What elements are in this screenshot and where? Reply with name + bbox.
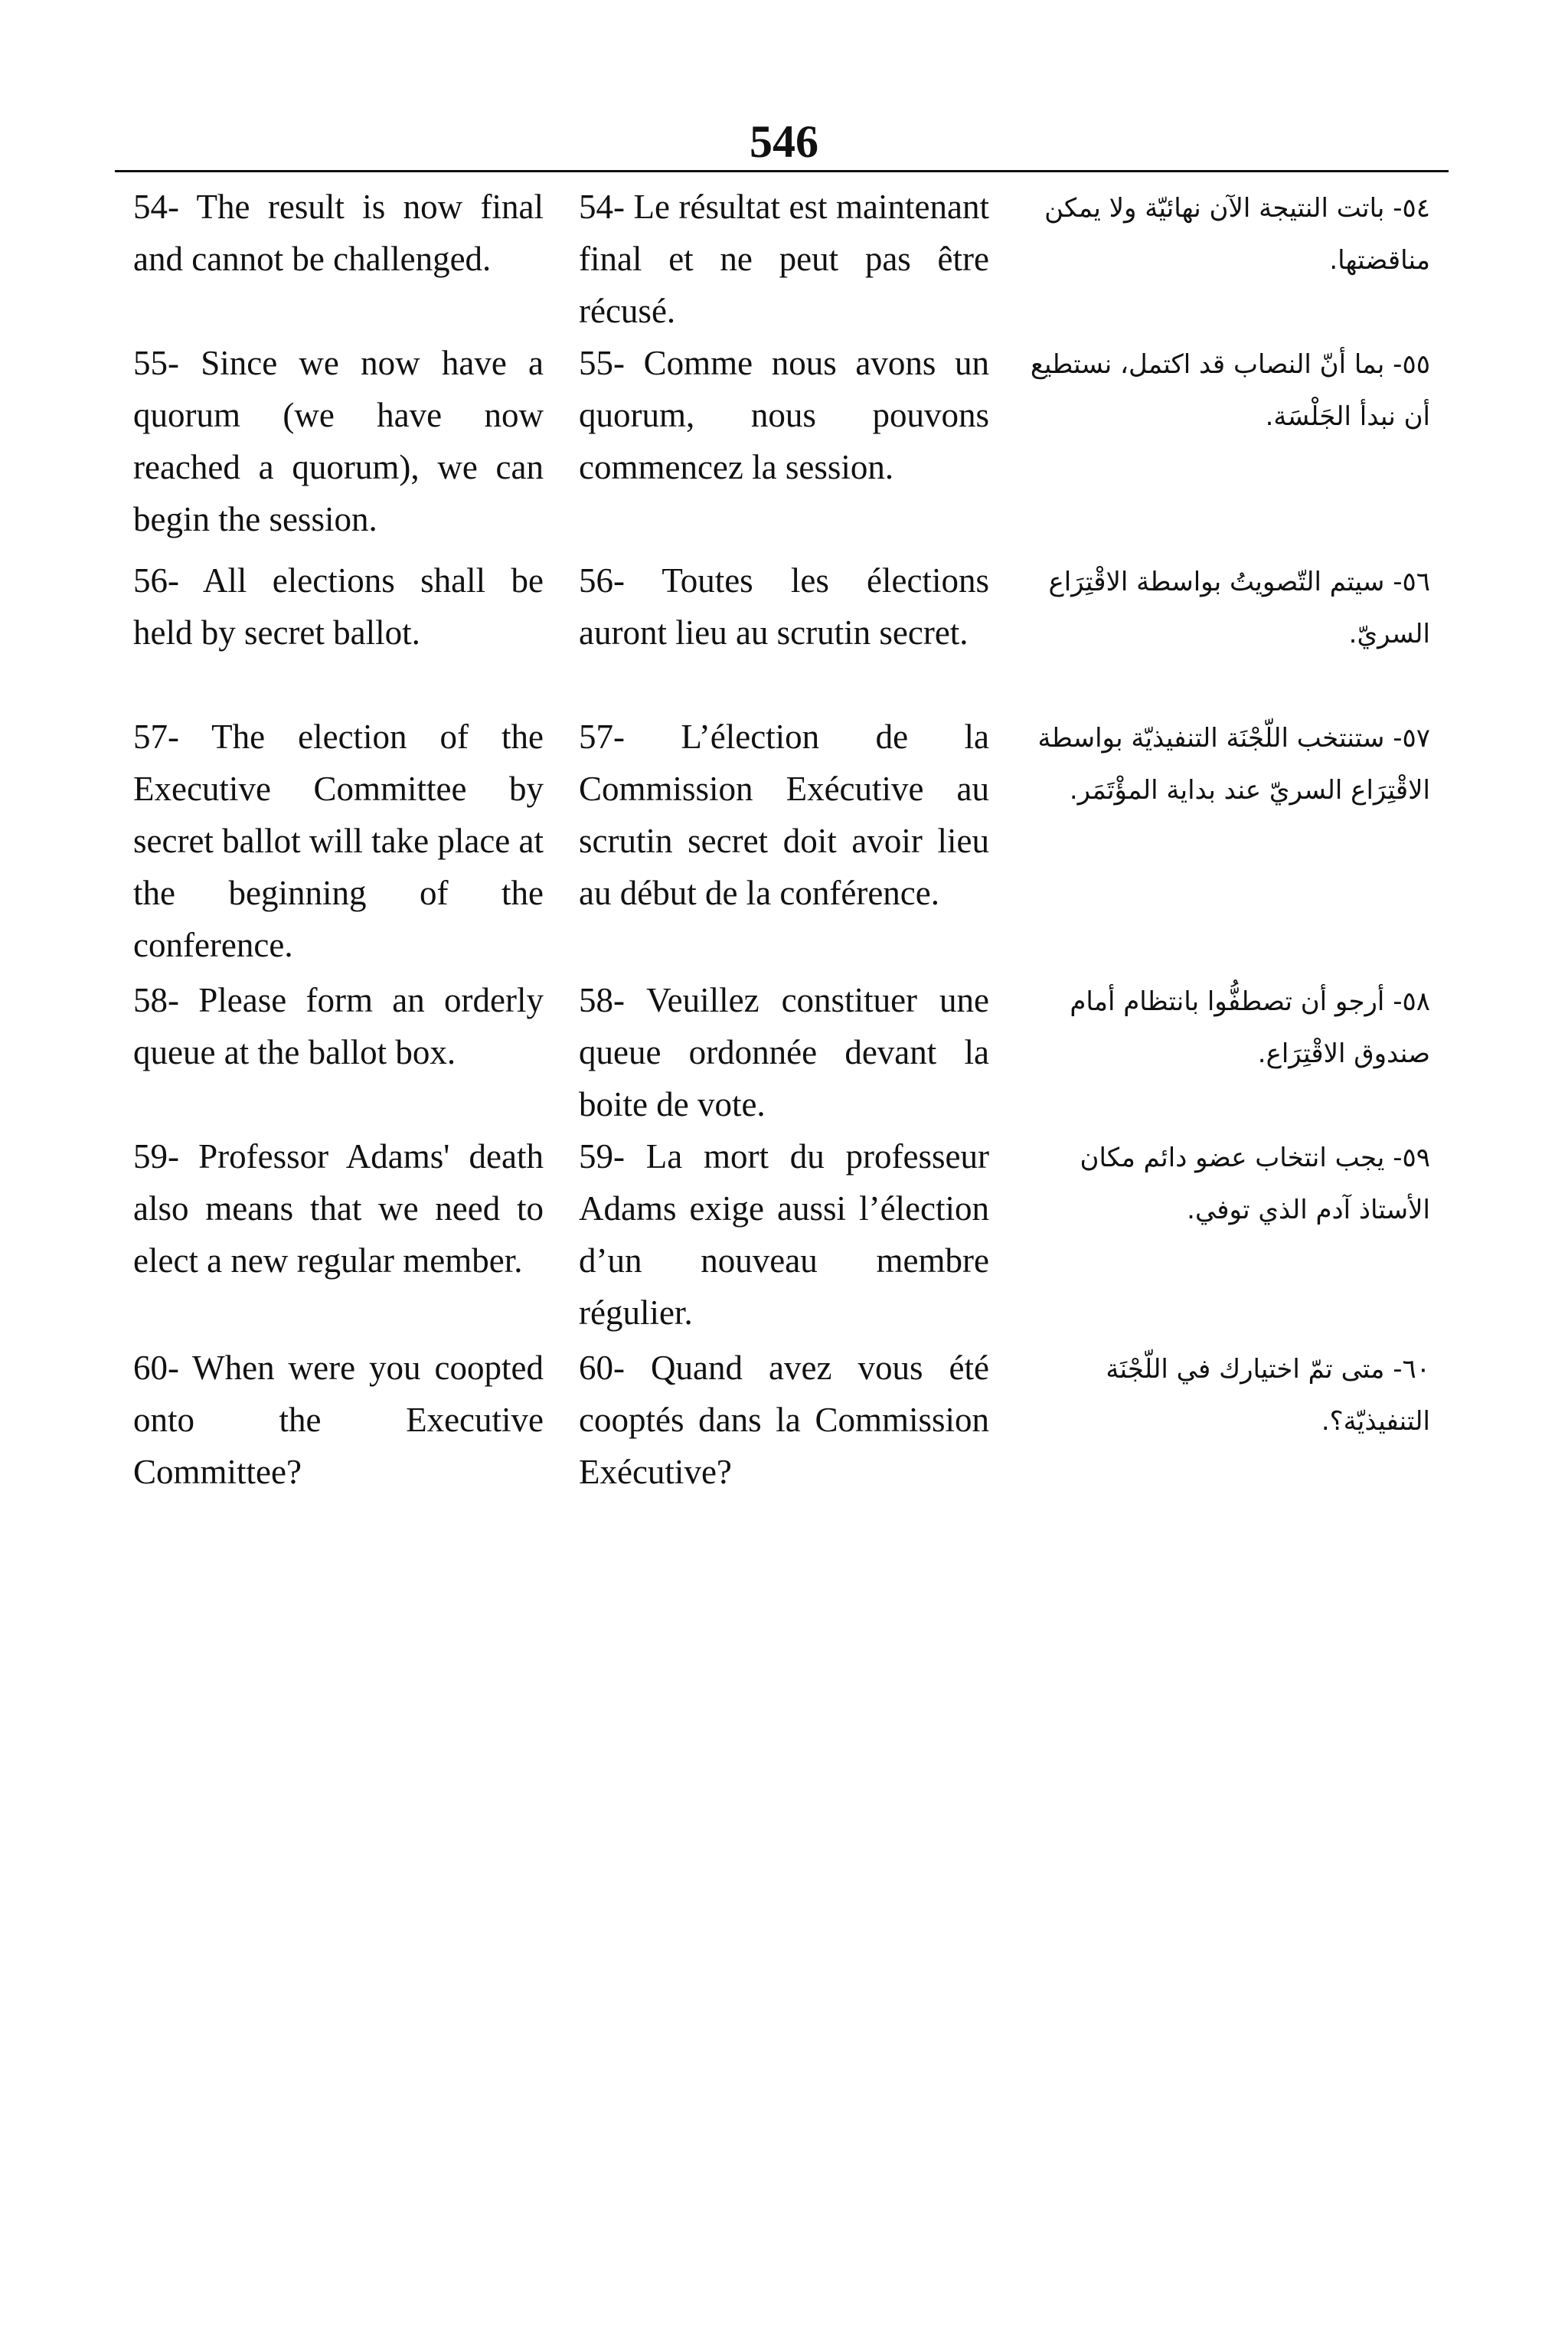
english-text: 57- The election of the Executive Committee by secret ballot will take place at the beginning of the conference. <box>133 718 544 964</box>
entry-row <box>0 181 1568 337</box>
french-text: 59- La mort du professeur Adams exige aussi l’élection d’un nouveau membre régulier. <box>579 1137 989 1332</box>
english-text: 56- All elections shall be held by secret ballot. <box>133 561 544 652</box>
entry-row <box>0 554 1568 711</box>
english-text: 60- When were you coopted onto the Executive Committee? <box>133 1349 544 1491</box>
entry-row <box>0 1130 1568 1342</box>
english-text: 55- Since we now have a quorum (we have now reached a quorum), we can begin the session. <box>133 344 544 538</box>
glossary-table <box>0 181 1568 1498</box>
french-text: 57- L’élection de la Commission Exécutive au scrutin secret doit avoir lieu au début de la conférence. <box>579 718 989 912</box>
arabic-text: ٥٨- أرجو أن تصطفُّوا بانتظام أمام صندوق الاقْتِرَاع. <box>1070 986 1430 1069</box>
arabic-text: ٥٥- بما أنّ النصاب قد اكتمل، نستطيع أن نبدأ الجَلْسَة. <box>1030 349 1430 432</box>
french-text: 54- Le résultat est maintenant final et ne peut pas être récusé. <box>579 188 989 330</box>
arabic-text: ٦٠- متى تمّ اختيارك في اللّجْنَة التنفيذيّة؟. <box>1106 1354 1430 1437</box>
french-text: 56- Toutes les élections auront lieu au scrutin secret. <box>579 561 989 652</box>
header-rule <box>115 170 1449 172</box>
arabic-text: ٥٤- باتت النتيجة الآن نهائيّة ولا يمكن مناقضتها. <box>1044 193 1430 276</box>
english-text: 54- The result is now final and cannot be challenged. <box>133 188 544 278</box>
arabic-text: ٥٩- يجب انتخاب عضو دائم مكان الأستاذ آدم الذي توفي. <box>1080 1143 1430 1225</box>
entry-row <box>0 711 1568 974</box>
french-text: 60- Quand avez vous été cooptés dans la Commission Exécutive? <box>579 1349 989 1491</box>
entry-row <box>0 974 1568 1130</box>
french-text: 55- Comme nous avons un quorum, nous pouvons commencez la session. <box>579 344 989 486</box>
arabic-text: ٥٦- سيتم التّصويتُ بواسطة الاقْتِرَاع السريّ. <box>1048 567 1430 649</box>
english-text: 59- Professor Adams' death also means that we need to elect a new regular member. <box>133 1137 544 1280</box>
arabic-text: ٥٧- ستنتخب اللّجْنَة التنفيذيّة بواسطة الاقْتِرَاع السريّ عند بداية المؤْتَمَر. <box>1037 723 1430 806</box>
english-text: 58- Please form an orderly queue at the ballot box. <box>133 981 544 1071</box>
entry-row <box>0 337 1568 554</box>
entry-row <box>0 1342 1568 1498</box>
page-number: 546 <box>750 116 818 167</box>
french-text: 58- Veuillez constituer une queue ordonnée devant la boite de vote. <box>579 981 989 1123</box>
